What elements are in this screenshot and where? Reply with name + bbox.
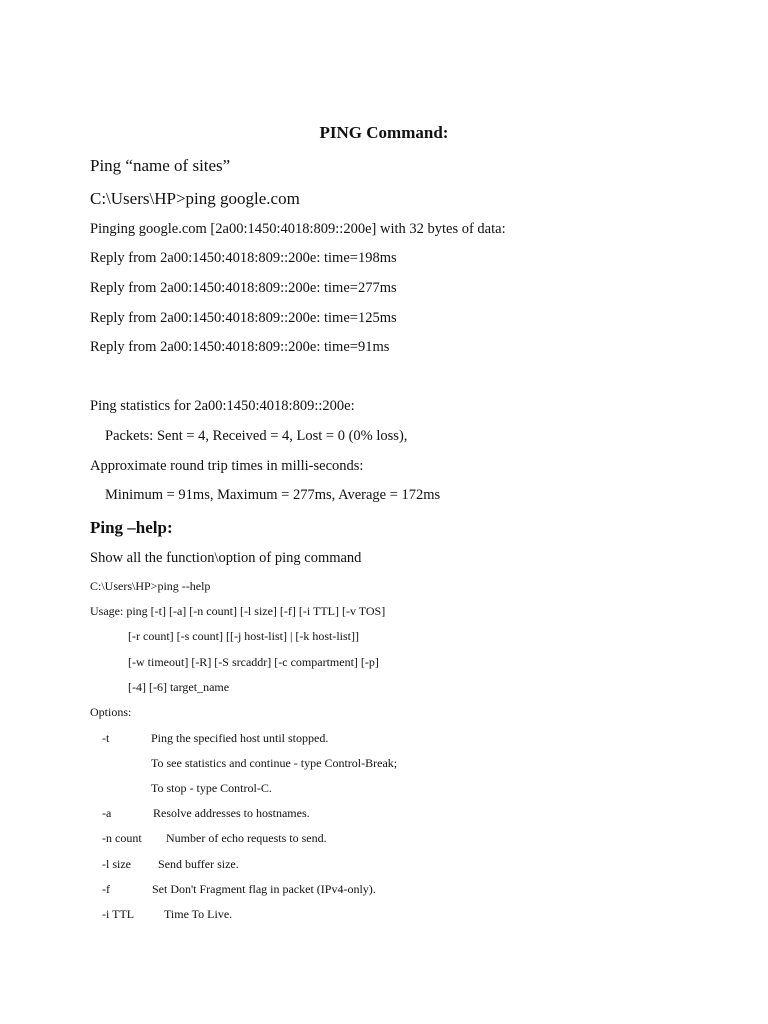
reply-line: Reply from 2a00:1450:4018:809::200e: time=277ms xyxy=(90,280,397,296)
option-flag: -t xyxy=(102,731,110,745)
usage-line: [-4] [-6] target_name xyxy=(128,680,230,694)
rtt-line: Minimum = 91ms, Maximum = 277ms, Average = 172ms xyxy=(105,487,441,503)
option-description: Time To Live. xyxy=(164,907,233,921)
reply-line: Reply from 2a00:1450:4018:809::200e: time=125ms xyxy=(90,310,397,326)
option-description: Ping the specified host until stopped. xyxy=(151,731,329,745)
option-description: Send buffer size. xyxy=(158,857,239,871)
pinging-line: Pinging google.com [2a00:1450:4018:809::200e] with 32 bytes of data: xyxy=(90,221,506,237)
option-flag: -n count xyxy=(102,831,142,845)
help-heading: Ping –help: xyxy=(90,518,173,537)
options-label: Options: xyxy=(90,705,132,719)
packets-line: Packets: Sent = 4, Received = 4, Lost = 0 (0% loss), xyxy=(105,428,408,444)
option-flag: -i TTL xyxy=(102,907,135,921)
prompt-line: C:\Users\HP>ping google.com xyxy=(90,189,300,208)
syntax-line: Ping “name of sites” xyxy=(90,156,231,175)
usage-line: Usage: ping [-t] [-a] [-n count] [-l size] [-f] [-i TTL] [-v TOS] xyxy=(90,604,386,618)
option-flag: -l size xyxy=(102,857,131,871)
reply-line: Reply from 2a00:1450:4018:809::200e: time=198ms xyxy=(90,250,397,266)
option-flag: -f xyxy=(102,882,110,896)
stats-header: Ping statistics for 2a00:1450:4018:809::200e: xyxy=(90,398,355,414)
usage-line: [-w timeout] [-R] [-S srcaddr] [-c compartment] [-p] xyxy=(128,655,379,669)
reply-line: Reply from 2a00:1450:4018:809::200e: time=91ms xyxy=(90,339,390,355)
rtt-header: Approximate round trip times in milli-seconds: xyxy=(90,458,364,474)
option-description: To see statistics and continue - type Control-Break; xyxy=(151,756,398,770)
usage-line: [-r count] [-s count] [[-j host-list] | [-k host-list]] xyxy=(128,629,360,643)
option-description: Set Don't Fragment flag in packet (IPv4-only). xyxy=(152,882,376,896)
page-title: PING Command: xyxy=(319,123,449,142)
option-description: Number of echo requests to send. xyxy=(166,831,327,845)
option-description: Resolve addresses to hostnames. xyxy=(153,806,310,820)
option-description: To stop - type Control-C. xyxy=(151,781,272,795)
help-description: Show all the function\option of ping command xyxy=(90,550,362,566)
option-flag: -a xyxy=(102,806,112,820)
help-prompt: C:\Users\HP>ping --help xyxy=(90,579,211,593)
